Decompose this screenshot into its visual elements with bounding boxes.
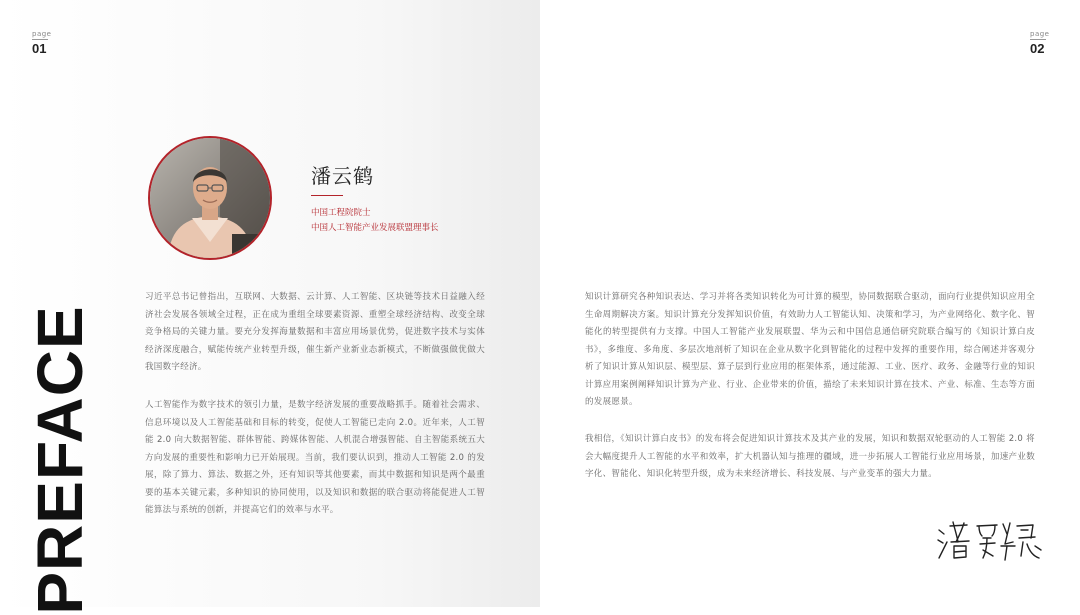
page-marker-right	[1030, 30, 1049, 56]
page-label: page	[1030, 30, 1050, 38]
preface-paragraph-1: 习近平总书记曾指出，互联网、大数据、云计算、人工智能、区块链等技术日益融入经济社会发展各领域全过程，正在成为重组全球要素资源、重塑全球经济结构、改变全球竞争格局的关键力量。要充分发挥海量数据和丰富应用场景优势，促进数字技术与实体经济深度融合，赋能传统产业转型升级，催生新产业新业态新模式，不断做强做优做大我国数字经济。	[145, 292, 485, 372]
author-title-1: 中国工程院院士	[311, 208, 371, 218]
preface-title: PREFACE	[24, 305, 96, 615]
author-portrait	[148, 136, 272, 260]
preface-paragraph-2: 人工智能作为数字技术的领引力量，是数字经济发展的重要战略抓手。随着社会需求、信息环境以及人工智能基础和目标的转变，促使人工智能已走向 2.0。近年来，人工智能 2.0 向大数据智能、群体智能、跨媒体智能、人机混合增强智能、自主智能系统五大方向发展的重要性和影响力已开始展现。当前，我们要认识到，推动人工智能 2.0 的发展，除了算力、算法、数据之外，还有知识等其他要素，而其中数据和知识是两个最重要的基本关键元素，多种知识的协同使用，以及知识和数据的联合驱动将能促进人工智能算法与系统的创新，并提高它们的效率与水平。	[145, 400, 485, 515]
page-marker-left	[32, 30, 51, 56]
right-page	[540, 0, 1080, 607]
author-name: 潘云鹤	[311, 164, 374, 188]
page-number: 01	[32, 41, 47, 56]
name-divider	[311, 195, 343, 196]
author-titles	[311, 206, 439, 236]
preface-paragraph-4: 我相信，《知识计算白皮书》的发布将会促进知识计算技术及其产业的发展，知识和数据双轮驱动的人工智能 2.0 将会大幅度提升人工智能的水平和效率，扩大机器认知与推理的疆域，进一步拓展人工智能行业应用场景，加速产业数字化、智能化、知识化转型升级，成为未来经济增长、科技发展、与产业变革的强大力量。	[585, 434, 1035, 479]
page-label: page	[32, 30, 52, 38]
preface-paragraph-3: 知识计算研究各种知识表达、学习并将各类知识转化为可计算的模型，协同数据联合驱动，面向行业提供知识应用全生命周期解决方案。知识计算充分发挥知识价值，有效助力人工智能认知、决策和学习，为产业网络化、数字化、智能化的转型提供有力支撑。中国人工智能产业发展联盟、华为云和中国信息通信研究院联合编写的《知识计算白皮书》，多维度、多角度、多层次地剖析了知识在企业从数字化到智能化的过程中发挥的重要作用，综合阐述并客观分析了知识计算从知识层、模型层、算子层到行业应用的框架体系，通过能源、工业、医疗、政务、金融等行业的知识计算应用案例阐释知识计算为产业、行业、企业带来的价值，描绘了未来知识计算在技术、产业、标准、生态等方面的发展愿景。	[585, 292, 1035, 407]
portrait-illustration	[150, 138, 270, 258]
page-number: 02	[1030, 41, 1045, 56]
page-marker-rule	[32, 39, 48, 40]
author-title-2: 中国人工智能产业发展联盟理事长	[311, 223, 439, 233]
signature-handwriting	[935, 516, 1045, 564]
page-marker-rule	[1030, 39, 1046, 40]
author-signature	[935, 516, 1045, 568]
